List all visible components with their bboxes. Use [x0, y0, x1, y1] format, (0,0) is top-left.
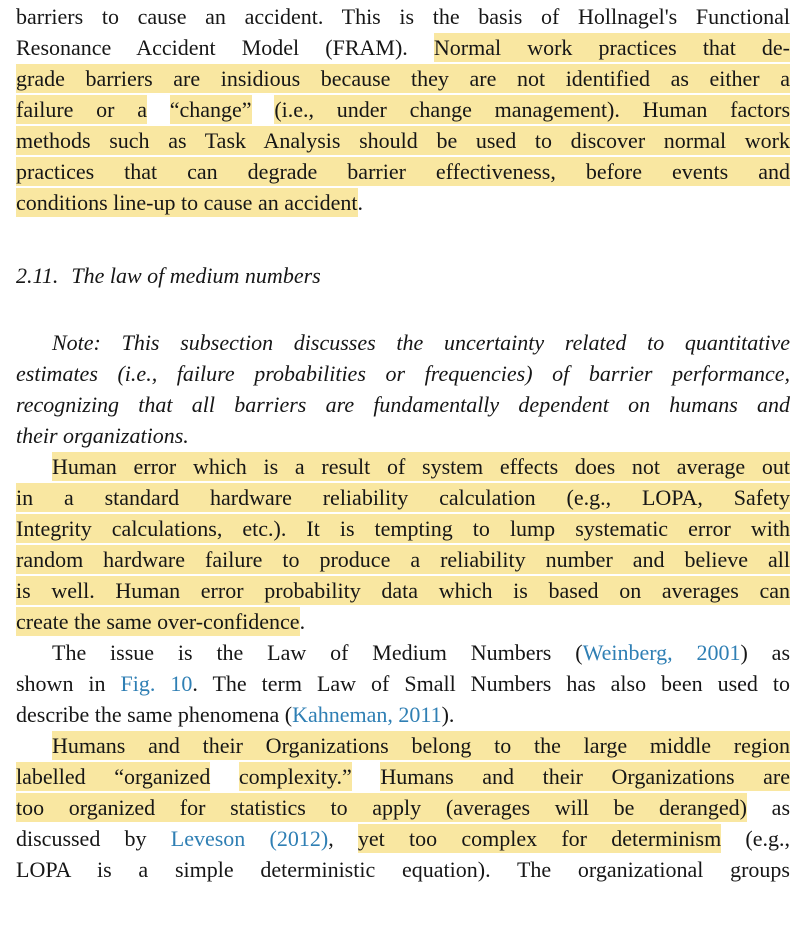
highlighted-text: create the same over-confidence [16, 609, 300, 634]
highlighted-text: Humans and their Organizations belong to the large middle region [52, 733, 790, 758]
text-line [16, 513, 790, 544]
text-line [16, 699, 790, 730]
highlighted-text: random hardware failure to produce a reliability number and believe all [16, 547, 790, 572]
text-segment: discussed by [16, 826, 171, 851]
highlighted-text: Integrity calculations, etc.). It is tempting to lump systematic error with [16, 516, 790, 541]
text-line [16, 358, 790, 389]
text-line [16, 792, 790, 823]
text-line [16, 482, 790, 513]
text-segment: (e.g., [721, 826, 791, 851]
text-line [16, 544, 790, 575]
text-line [16, 94, 790, 125]
highlighted-text: Human error which is a result of system effects does not average out [52, 454, 790, 479]
text-segment [252, 97, 275, 122]
highlighted-text: complexity.” [238, 764, 352, 789]
highlighted-text: in a standard hardware reliability calculation (e.g., LOPA, Safety [16, 485, 790, 510]
text-line [16, 854, 790, 885]
text-segment: . [299, 609, 306, 634]
highlighted-text: conditions line-up to cause an accident [16, 190, 358, 215]
highlighted-text: grade barriers are insidious because they are not identified as either a [16, 66, 790, 91]
text-segment: recognizing that all barriers are fundamentally dependent on humans and [16, 392, 790, 417]
text-segment: their organizations. [16, 423, 189, 448]
highlighted-text: failure or a [16, 97, 147, 122]
citation-link[interactable]: Kahneman, 2011 [292, 702, 442, 727]
text-line [16, 823, 790, 854]
section-title: The law of medium numbers [71, 263, 321, 288]
text-line [16, 606, 790, 637]
text-line [16, 761, 790, 792]
text-line [16, 187, 790, 218]
highlighted-text: methods such as Task Analysis should be used to discover normal work [16, 128, 790, 153]
highlighted-text: labelled “organized [16, 764, 211, 789]
text-segment [147, 97, 170, 122]
citation-link[interactable]: Weinberg, 2001 [582, 640, 741, 665]
text-segment: ). [441, 702, 455, 727]
text-segment: LOPA is a simple deterministic equation). The organizational groups [16, 857, 790, 882]
text-line [16, 451, 790, 482]
highlighted-text: is well. Human error probability data which is based on averages can [16, 578, 790, 603]
text-segment: Note: This subsection discusses the uncertainty related to quantitative [52, 330, 790, 355]
text-line [16, 63, 790, 94]
text-segment: as [747, 795, 791, 820]
text-line [16, 637, 790, 668]
text-segment: barriers to cause an accident. This is the basis of Hollnagel's Functional [16, 4, 790, 29]
highlighted-text: Humans and their Organizations are [380, 764, 790, 789]
highlighted-text: (i.e., under change management). Human factors [274, 97, 790, 122]
text-segment: Resonance Accident Model (FRAM). [16, 35, 434, 60]
citation-link[interactable]: Fig. 10 [120, 671, 193, 696]
text-line [16, 389, 790, 420]
text-segment: The issue is the Law of Medium Numbers ( [52, 640, 583, 665]
text-segment: estimates (i.e., failure probabilities or frequencies) of barrier performance, [16, 361, 790, 386]
text-line [16, 327, 790, 358]
text-line [16, 32, 790, 63]
text-segment: ) as [740, 640, 791, 665]
text-segment: describe the same phenomena ( [16, 702, 293, 727]
text-segment [210, 764, 239, 789]
highlighted-text: practices that can degrade barrier effectiveness, before events and [16, 159, 790, 184]
highlighted-text: “change” [169, 97, 252, 122]
section-heading [16, 260, 790, 291]
text-segment: . The term Law of Small Numbers has also been used to [192, 671, 791, 696]
text-segment: shown in [16, 671, 121, 696]
text-segment: . [357, 190, 363, 215]
text-line [16, 420, 790, 451]
text-segment: , [328, 826, 358, 851]
text-line [16, 575, 790, 606]
highlighted-text: too organized for statistics to apply (averages will be deranged) [16, 795, 748, 820]
section-number: 2.11. [16, 263, 59, 288]
highlighted-text: Normal work practices that de- [433, 35, 791, 60]
text-line [16, 1, 790, 32]
text-segment [352, 764, 381, 789]
highlighted-text: yet too complex for determinism [357, 826, 722, 851]
text-line [16, 125, 790, 156]
text-line [16, 156, 790, 187]
text-line [16, 730, 790, 761]
citation-link[interactable]: Leveson (2012) [170, 826, 329, 851]
text-line [16, 668, 790, 699]
